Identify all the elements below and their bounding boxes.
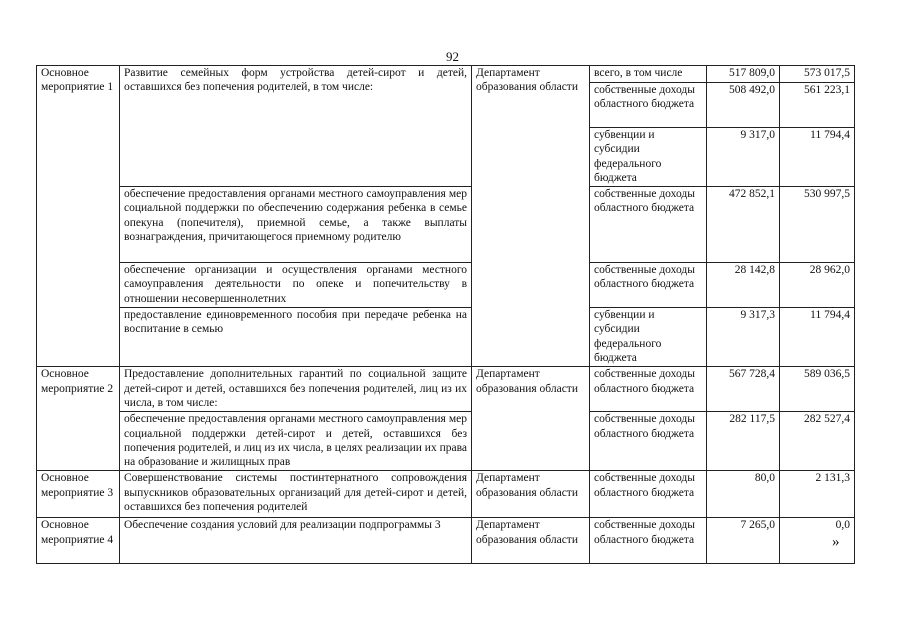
description-cell: предоставление единовременного пособия при передаче ребенка на воспитание в семью — [120, 308, 472, 367]
closing-quote-mark: » — [832, 534, 840, 550]
value-cell: 508 492,0 — [707, 83, 780, 128]
page-number: 92 — [446, 49, 459, 64]
source-cell: собственные доходы областного бюджета — [590, 412, 707, 471]
source-cell: субвенции и субсидии федерального бюджета — [590, 128, 707, 187]
description-cell: Развитие семейных форм устройства детей-сирот и детей, оставшихся без попечения родителей, в том числе: — [120, 66, 472, 187]
description-cell: обеспечение предоставления органами местного самоуправления мер социальной поддержки по обеспечению содержания ребенка в семье опекуна (попечителя), приемной семье, а также выплаты вознаграждения, причитающегося приемному родителю — [120, 187, 472, 263]
source-cell: собственные доходы областного бюджета — [590, 518, 707, 564]
source-cell: всего, в том числе — [590, 66, 707, 83]
description-cell: Обеспечение создания условий для реализации подпрограммы 3 — [120, 518, 472, 564]
value-cell: 9 317,0 — [707, 128, 780, 187]
table-row — [37, 412, 855, 471]
value-cell: 472 852,1 — [707, 187, 780, 263]
executor-cell: Департамент образования области — [472, 66, 590, 367]
value-cell: 282 527,4 — [780, 412, 855, 471]
value-cell: 282 117,5 — [707, 412, 780, 471]
table-row — [37, 518, 855, 564]
value-cell: 11 794,4 — [780, 128, 855, 187]
source-cell: собственные доходы областного бюджета — [590, 471, 707, 518]
value-cell: 7 265,0 — [707, 518, 780, 564]
value-cell: 28 142,8 — [707, 263, 780, 308]
value-cell: 561 223,1 — [780, 83, 855, 128]
value-cell: 517 809,0 — [707, 66, 780, 83]
description-cell: Совершенствование системы постинтернатного сопровождения выпускников образовательных организаций для детей-сирот и детей, оставшихся без попечения родителей — [120, 471, 472, 518]
table-row — [37, 263, 855, 308]
table-row — [37, 308, 855, 367]
executor-cell: Департамент образования области — [472, 518, 590, 564]
value-cell: 80,0 — [707, 471, 780, 518]
value-cell: 28 962,0 — [780, 263, 855, 308]
description-cell: обеспечение организации и осуществления органами местного самоуправления деятельности по опеке и попечительству в отношении несовершеннолетних — [120, 263, 472, 308]
activity-cell: Основное мероприятие 1 — [37, 66, 120, 367]
executor-cell: Департамент образования области — [472, 471, 590, 518]
source-cell: собственные доходы областного бюджета — [590, 367, 707, 412]
activity-cell: Основное мероприятие 3 — [37, 471, 120, 518]
value-cell: 567 728,4 — [707, 367, 780, 412]
source-cell: собственные доходы областного бюджета — [590, 263, 707, 308]
table-row — [37, 471, 855, 518]
source-cell: собственные доходы областного бюджета — [590, 83, 707, 128]
source-cell: субвенции и субсидии федерального бюджета — [590, 308, 707, 367]
value-cell: 9 317,3 — [707, 308, 780, 367]
value-cell: 0,0 — [780, 518, 855, 564]
activity-cell: Основное мероприятие 4 — [37, 518, 120, 564]
executor-cell: Департамент образования области — [472, 367, 590, 471]
table-row — [37, 187, 855, 263]
table-row — [37, 66, 855, 83]
source-cell: собственные доходы областного бюджета — [590, 187, 707, 263]
value-cell: 589 036,5 — [780, 367, 855, 412]
table-row — [37, 367, 855, 412]
description-cell: Предоставление дополнительных гарантий по социальной защите детей-сирот и детей, оставшихся без попечения родителей, лиц из их числа, в том числе: — [120, 367, 472, 412]
budget-table — [36, 65, 855, 564]
description-cell: обеспечение предоставления органами местного самоуправления мер социальной поддержки детей-сирот и детей, оставшихся без попечения родителей, и лиц из их числа, в целях реализации их права на образование и жилищных прав — [120, 412, 472, 471]
value-cell: 573 017,5 — [780, 66, 855, 83]
value-cell: 2 131,3 — [780, 471, 855, 518]
value-cell: 11 794,4 — [780, 308, 855, 367]
value-cell: 530 997,5 — [780, 187, 855, 263]
activity-cell: Основное мероприятие 2 — [37, 367, 120, 471]
